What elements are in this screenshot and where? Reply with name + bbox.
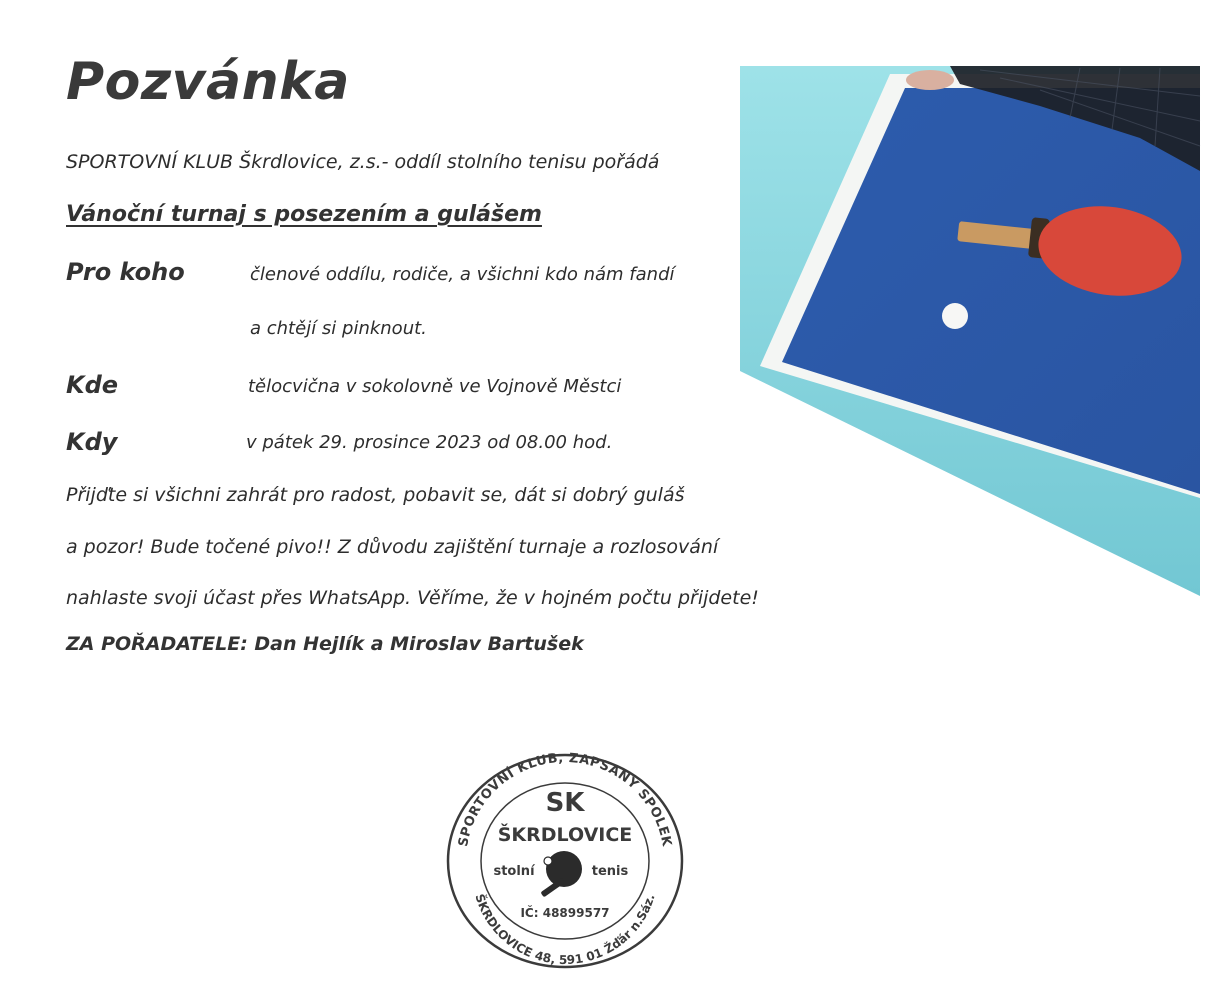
for-whom-value-1: členové oddílu, rodiče, a všichni kdo nám fandí [250,264,675,285]
stamp-word-left: stolní [493,864,535,879]
body-line-3: nahlaste svoji účast přes WhatsApp. Věříme, že v hojném počtu přijdete! [66,587,759,609]
table-tennis-photo [740,66,1206,596]
for-whom-label: Pro koho [66,258,185,286]
body-line-2: a pozor! Bude točené pivo!! Z důvodu zajištění turnaje a rozlosování [66,536,719,558]
organizers-signature: ZA POŘADATELE: Dan Hejlík a Miroslav Bartušek [66,633,584,655]
club-stamp [442,745,688,971]
stamp-town: ŠKRDLOVICE [497,824,633,846]
where-label: Kde [66,371,119,399]
stamp-ball-icon [544,857,552,865]
hand [906,70,954,90]
when-value: v pátek 29. prosince 2023 od 08.00 hod. [246,432,613,453]
organizer-line: SPORTOVNÍ KLUB Škrdlovice, z.s.- oddíl stolního tenisu pořádá [66,151,660,173]
svg-text:ŠKRDLOVICE 48, 591 01 Žďár n.S [472,892,657,967]
stamp-abbrev: SK [545,788,585,818]
stamp-ring-top: SPORTOVNÍ KLUB, ZAPSANÝ SPOLEK [456,750,674,848]
stamp-ring-bottom: ŠKRDLOVICE 48, 591 01 Žďár n.Sáz. [472,892,658,968]
when-label: Kdy [66,428,118,456]
where-value: tělocvična v sokolovně ve Vojnově Městci [248,376,622,397]
ball [942,303,968,329]
event-name: Vánoční turnaj s posezením a gulášem [66,202,542,227]
for-whom-value-2: a chtějí si pinknout. [250,318,427,339]
page-title: Pozvánka [66,52,350,112]
body-line-1: Přijďte si všichni zahrát pro radost, pobavit se, dát si dobrý guláš [66,484,685,506]
stamp-word-right: tenis [591,864,629,879]
stamp-id: IČ: 48899577 [520,906,610,920]
